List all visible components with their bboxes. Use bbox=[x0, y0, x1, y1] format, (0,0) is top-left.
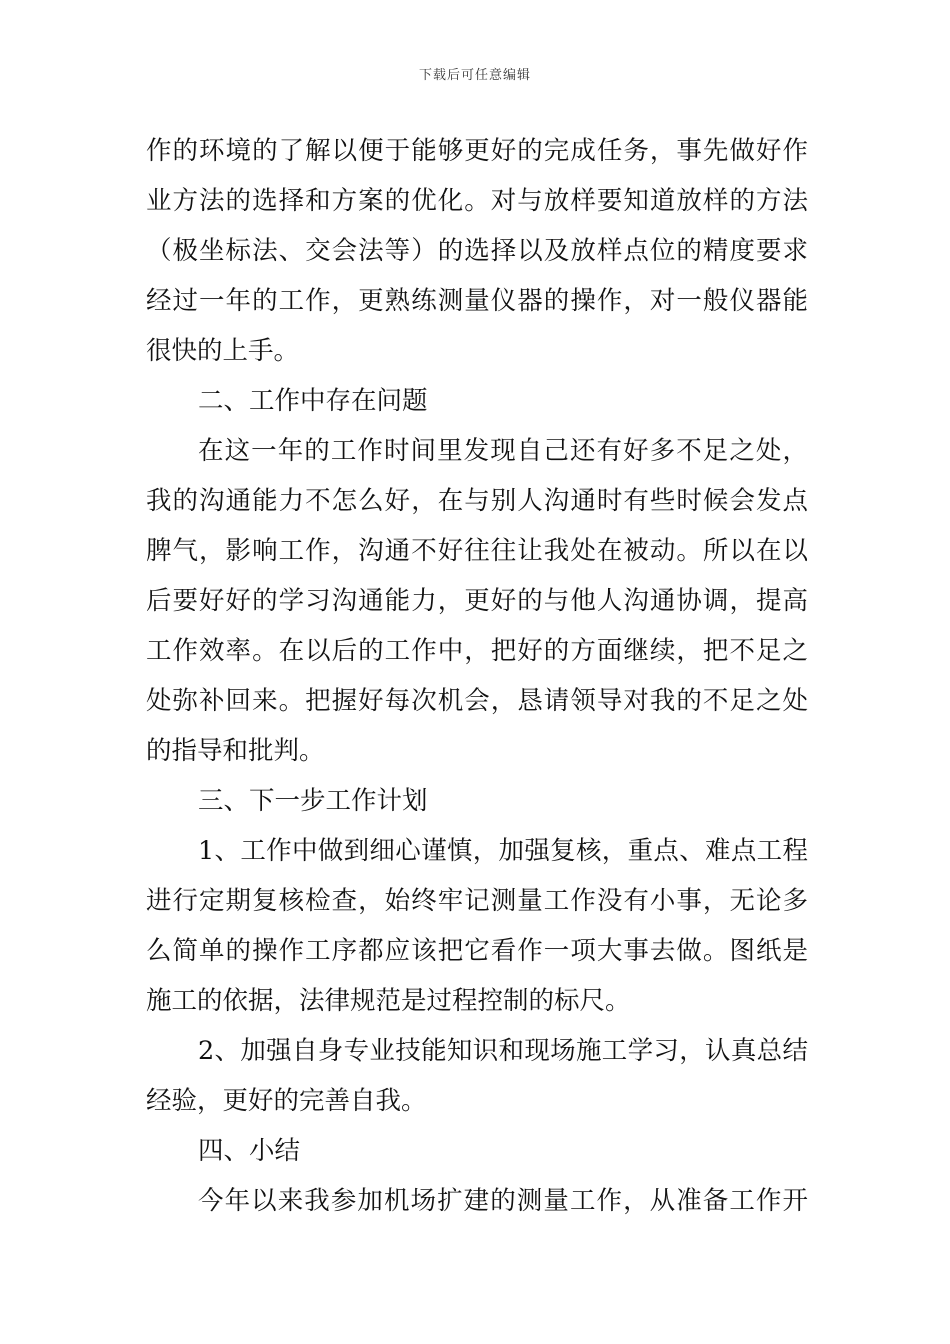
text-line: 处弥补回来。把握好每次机会，恳请领导对我的不足之处 bbox=[146, 686, 808, 716]
text-line: 施工的依据，法律规范是过程控制的标尺。 bbox=[146, 986, 631, 1016]
text-line: 后要好好的学习沟通能力，更好的与他人沟通协调，提高 bbox=[146, 586, 808, 616]
text-line: （极坐标法、交会法等）的选择以及放样点位的精度要求 bbox=[146, 236, 808, 266]
document-body bbox=[146, 126, 808, 1226]
text-line: 1、工作中做到细心谨慎，加强复核，重点、难点工程 bbox=[198, 836, 808, 866]
text-line: 今年以来我参加机场扩建的测量工作，从准备工作开 bbox=[198, 1186, 808, 1216]
text-line: 我的沟通能力不怎么好，在与别人沟通时有些时候会发点 bbox=[146, 486, 808, 516]
text-line: 在这一年的工作时间里发现自己还有好多不足之处， bbox=[198, 436, 808, 466]
text-line: 么简单的操作工序都应该把它看作一项大事去做。图纸是 bbox=[146, 936, 808, 966]
text-line: 二、工作中存在问题 bbox=[198, 386, 428, 416]
text-line: 经过一年的工作，更熟练测量仪器的操作，对一般仪器能 bbox=[146, 286, 808, 316]
text-line: 很快的上手。 bbox=[146, 336, 300, 366]
text-line: 业方法的选择和方案的优化。对与放样要知道放样的方法 bbox=[146, 186, 808, 216]
text-line: 脾气，影响工作，沟通不好往往让我处在被动。所以在以 bbox=[146, 536, 808, 566]
page-header: 下载后可任意编辑 bbox=[418, 68, 531, 83]
text-line: 进行定期复核检查，始终牢记测量工作没有小事，无论多 bbox=[146, 886, 808, 916]
text-line: 2、加强自身专业技能知识和现场施工学习，认真总结 bbox=[198, 1036, 808, 1066]
text-line: 四、小结 bbox=[198, 1136, 301, 1166]
text-line: 三、下一步工作计划 bbox=[198, 786, 428, 816]
text-line: 经验，更好的完善自我。 bbox=[146, 1086, 427, 1116]
text-line: 工作效率。在以后的工作中，把好的方面继续，把不足之 bbox=[146, 636, 808, 666]
text-line: 的指导和批判。 bbox=[146, 736, 325, 766]
text-line: 作的环境的了解以便于能够更好的完成任务，事先做好作 bbox=[146, 136, 808, 166]
